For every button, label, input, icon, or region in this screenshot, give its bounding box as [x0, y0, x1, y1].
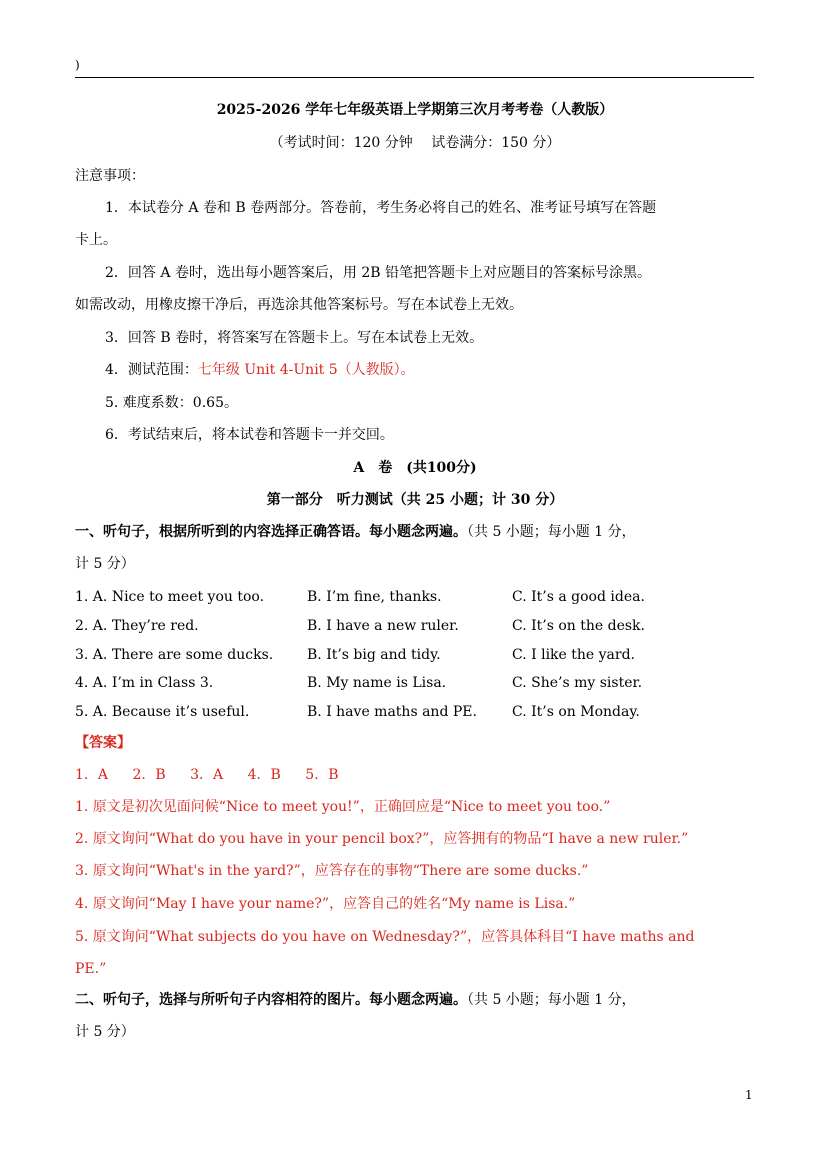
option-c: C. I like the yard.: [512, 647, 636, 663]
explanation-5: 5. 原文询问“What subjects do you have on Wednesday?”，应答具体科目“I have maths and: [75, 929, 695, 945]
test-range: 七年级 Unit 4-Unit 5（人教版）。: [197, 362, 415, 378]
notice-item-3: 3．回答 B 卷时，将答案写在答题卡上。写在本试卷上无效。: [105, 330, 484, 346]
section1-heading-cont: 计 5 分）: [75, 556, 135, 572]
option-a: 3. A. There are some ducks.: [75, 647, 274, 663]
option-b: B. My name is Lisa.: [307, 675, 447, 691]
answer-item: 3．A: [190, 767, 224, 783]
notice-item-5: 5. 难度系数：0.65。: [105, 395, 238, 411]
option-b: B. I have a new ruler.: [307, 618, 459, 634]
option-a: 2. A. They’re red.: [75, 618, 199, 634]
exam-info: （考试时间：120 分钟 试卷满分：150 分）: [269, 135, 561, 151]
header-rule: [75, 77, 754, 78]
notice-item-2-cont: 如需改动，用橡皮擦干净后，再选涂其他答案标号。写在本试卷上无效。: [75, 297, 523, 313]
section1-heading-bold: 一、听句子，根据所听到的内容选择正确答语。每小题念两遍。: [75, 524, 467, 540]
answer-label: 【答案】: [75, 735, 131, 751]
answer-list: [75, 765, 755, 785]
option-b: B. It’s big and tidy.: [307, 647, 441, 663]
notice-heading: 注意事项：: [75, 168, 145, 184]
header-mark: ): [75, 58, 80, 72]
option-c: C. It’s on the desk.: [512, 618, 645, 634]
answer-item: 5．B: [305, 767, 339, 783]
part1-heading: 第一部分 听力测试（共 25 小题；计 30 分）: [266, 492, 564, 508]
option-a: 5. A. Because it’s useful.: [75, 704, 250, 720]
option-a: 4. A. I’m in Class 3.: [75, 675, 214, 691]
section2-heading-bold: 二、听句子，选择与所听句子内容相符的图片。每小题念两遍。: [75, 992, 467, 1008]
option-b: B. I have maths and PE.: [307, 704, 477, 720]
answer-item: 1．A: [75, 767, 109, 783]
page-number: 1: [745, 1088, 753, 1102]
option-c: C. It’s on Monday.: [512, 704, 640, 720]
explanation-3: 3. 原文询问“What's in the yard?”，应答存在的事物“There are some ducks.”: [75, 863, 589, 879]
option-c: C. It’s a good idea.: [512, 589, 645, 605]
section1-heading-rest: （共 5 小题；每小题 1 分，: [467, 524, 636, 540]
option-b: B. I’m fine, thanks.: [307, 589, 442, 605]
notice-item-2: 2．回答 A 卷时，选出每小题答案后，用 2B 铅笔把答题卡上对应题目的答案标号涂黑。: [105, 265, 652, 281]
notice-item-1-cont: 卡上。: [75, 232, 117, 248]
section2-heading-cont: 计 5 分）: [75, 1024, 135, 1040]
explanation-5-cont: PE.”: [75, 961, 107, 977]
notice-item-4-prefix: 4．测试范围：: [105, 362, 198, 378]
option-a: 1. A. Nice to meet you too.: [75, 589, 265, 605]
option-c: C. She’s my sister.: [512, 675, 643, 691]
notice-item-4: [75, 360, 755, 380]
answer-item: 4．B: [247, 767, 281, 783]
notice-item-1: 1．本试卷分 A 卷和 B 卷两部分。答卷前，考生务必将自己的姓名、准考证号填写在答题: [105, 200, 657, 216]
section1-heading: [75, 522, 755, 542]
volume-a-heading: A 卷 (共100分): [353, 460, 477, 476]
answer-item: 2．B: [132, 767, 166, 783]
explanation-1: 1. 原文是初次见面问候“Nice to meet you!”，正确回应是“Nice to meet you too.”: [75, 799, 611, 815]
explanation-4: 4. 原文询问“May I have your name?”，应答自己的姓名“My name is Lisa.”: [75, 896, 576, 912]
notice-item-6: 6．考试结束后，将本试卷和答题卡一并交回。: [105, 427, 394, 443]
section2-heading: [75, 990, 755, 1010]
section2-heading-rest: （共 5 小题；每小题 1 分，: [467, 992, 636, 1008]
page-title: 2025-2026 学年七年级英语上学期第三次月考考卷（人教版）: [216, 102, 614, 118]
explanation-2: 2. 原文询问“What do you have in your pencil box?”，应答拥有的物品“I have a new ruler.”: [75, 831, 689, 847]
